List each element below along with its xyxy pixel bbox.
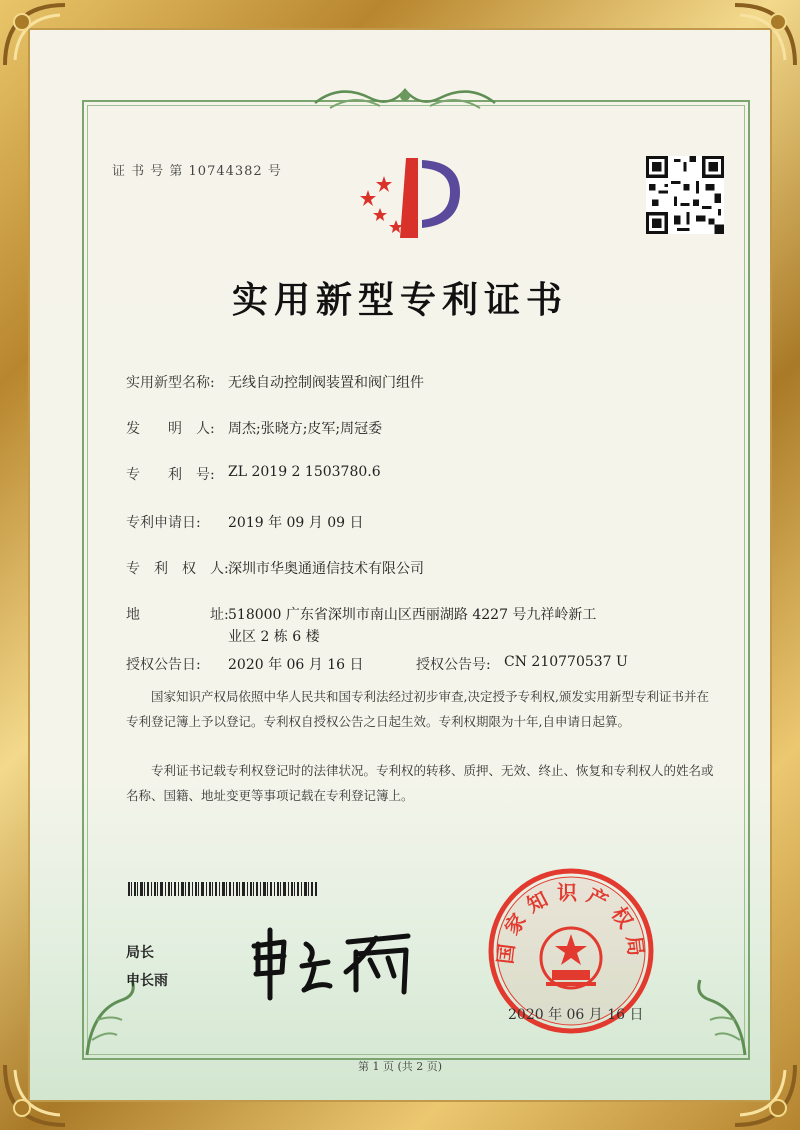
field-value-announcement-number: CN 210770537 U [504, 654, 628, 670]
seal-text: 国家知识产权局 [492, 880, 650, 966]
field-label-address: 地 址: [126, 607, 229, 623]
corner-ornament-icon [0, 0, 70, 70]
field-value-patent-number: ZL 2019 2 1503780.6 [228, 464, 381, 480]
barcode-icon [128, 882, 318, 896]
certificate-number: 证 书 号 第 10744382 号 [112, 164, 282, 179]
statement-paragraph-1: 国家知识产权局依照中华人民共和国专利法经过初步审查,决定授予专利权,颁发实用新型专利证书并在专利登记簿上予以登记。专利权自授权公告之日起生效。专利权期限为十年,自申请日起算。 [126, 689, 709, 729]
field-label-patent-number: 专 利 号: [126, 467, 215, 483]
signatory-name: 申长雨 [126, 973, 168, 989]
seal-date: 2020 年 06 月 16 日 [508, 1007, 644, 1023]
statement-paragraph-2: 专利证书记载专利权登记时的法律状况。专利权的转移、质押、无效、终止、恢复和专利权人的姓名或名称、国籍、地址变更等事项记载在专利登记簿上。 [126, 763, 714, 803]
qr-code-icon [646, 156, 724, 234]
field-value-address-line2: 业区 2 栋 6 楼 [228, 629, 320, 645]
field-label-inventor: 发 明 人: [126, 421, 215, 437]
field-value-inventor: 周杰;张晓方;皮军;周冠委 [228, 421, 383, 437]
handwritten-signature [244, 924, 424, 1004]
field-label-patentee: 专 利 权 人: [126, 561, 229, 577]
field-label-name: 实用新型名称: [126, 375, 215, 391]
signatory-title: 局长 [126, 945, 154, 961]
top-floral-ornament-icon [310, 78, 500, 118]
field-value-name: 无线自动控制阀装置和阀门组件 [228, 375, 424, 391]
field-value-grant-date: 2020 年 06 月 16 日 [228, 657, 364, 673]
field-value-application-date: 2019 年 09 月 09 日 [228, 515, 364, 531]
field-value-address: 518000 广东省深圳市南山区西丽湖路 4227 号九祥岭新工 [228, 607, 597, 623]
field-value-patentee: 深圳市华奥通通信技术有限公司 [228, 561, 424, 577]
bottom-right-floral-ornament-icon [690, 960, 750, 1060]
field-label-grant-date: 授权公告日: [126, 657, 201, 673]
patent-office-logo-icon [356, 150, 466, 242]
field-label-application-date: 专利申请日: [126, 515, 201, 531]
field-label-announcement-number: 授权公告号: [416, 657, 491, 673]
certificate-title: 实用新型专利证书 [231, 279, 568, 321]
corner-ornament-icon [730, 0, 800, 70]
page-number: 第 1 页 (共 2 页) [357, 1060, 443, 1073]
